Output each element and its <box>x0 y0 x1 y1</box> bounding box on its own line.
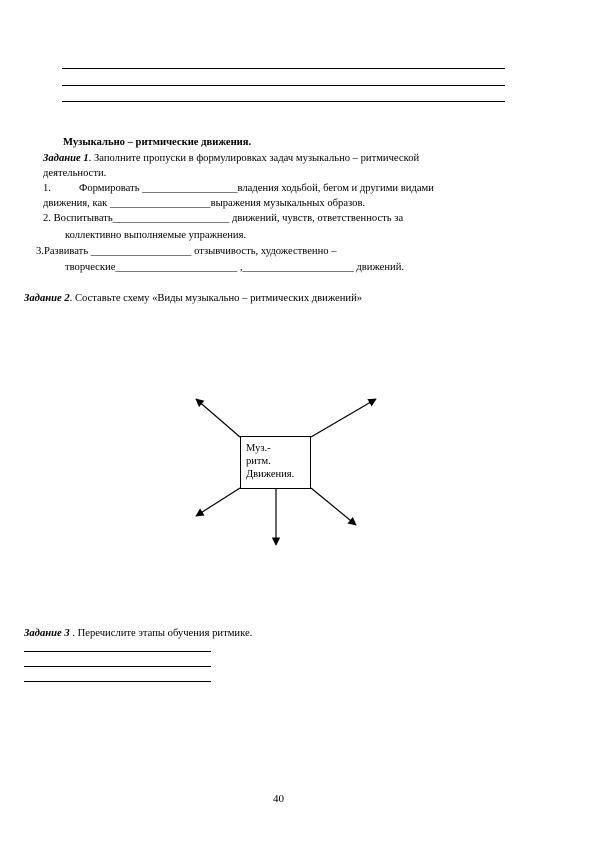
item3-line2: творческие_______________________ ,_____________________ движений. <box>65 262 405 273</box>
task1-line2: деятельности. <box>43 168 107 179</box>
section-heading: Музыкально – ритмические движения. <box>63 137 252 148</box>
task2-line <box>24 293 362 306</box>
item1-line1: Формировать __________________владения ходьбой, бегом и другими видами <box>79 183 434 194</box>
task1-label: Задание 1 <box>43 153 89 164</box>
item2-line2: коллективно выполняемые упражнения. <box>65 230 247 241</box>
item1-line2: движения, как ___________________выражения музыкальных образов. <box>43 198 366 209</box>
task3-label: Задание 3 <box>24 628 70 639</box>
answer-line <box>24 666 211 667</box>
task1-text: . Заполните пропуски в формулировках задач музыкально – ритмической <box>88 153 420 164</box>
task3-line <box>24 628 252 641</box>
arrow-upper-right <box>311 399 376 437</box>
box-line3: Движения. <box>246 469 295 480</box>
arrow-upper-left <box>196 399 240 437</box>
answer-line <box>24 681 211 682</box>
answer-line <box>62 68 505 69</box>
arrow-lower-right <box>311 488 356 525</box>
task3-text: . Перечислите этапы обучения ритмике. <box>69 628 253 639</box>
item2-line1: 2. Воспитывать______________________ движений, чувств, ответственность за <box>43 213 404 224</box>
item1-number: 1. <box>43 183 51 194</box>
box-line1: Муз.- <box>246 443 271 454</box>
page-number: 40 <box>273 793 284 805</box>
arrow-lower-left <box>196 488 240 516</box>
task1-line1 <box>43 153 419 166</box>
task2-label: Задание 2 <box>24 293 70 304</box>
task2-text: . Составьте схему «Виды музыкально – ритмических движений» <box>69 293 363 304</box>
answer-line <box>24 651 211 652</box>
answer-line <box>62 85 505 86</box>
center-box-text <box>246 442 294 481</box>
item3-line1: 3.Развивать ___________________ отзывчивость, художественно – <box>36 246 337 257</box>
answer-line <box>62 101 505 102</box>
box-line2: ритм. <box>246 456 271 467</box>
